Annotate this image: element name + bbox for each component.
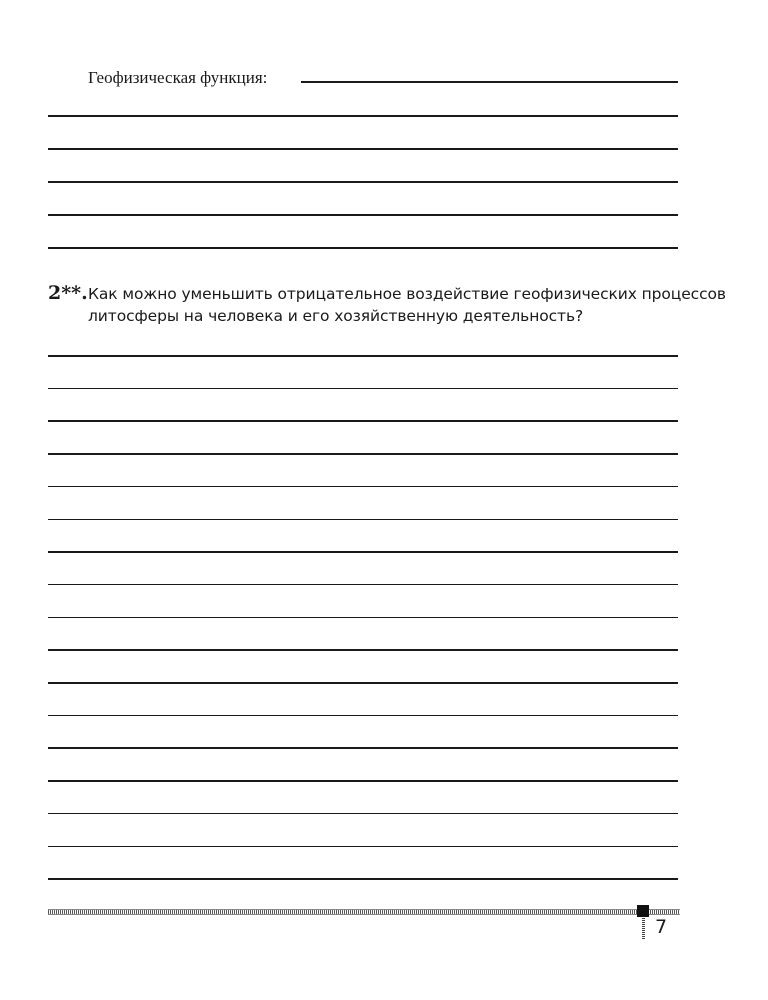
answer-line[interactable] — [48, 715, 678, 717]
footer-dotted-bar — [48, 909, 680, 915]
question-text-line-1: Как можно уменьшить отрицательное воздействие геофизических процессов — [88, 285, 726, 303]
geophysical-function-answer-line[interactable] — [301, 81, 678, 83]
answer-line[interactable] — [48, 214, 678, 216]
page-number: 7 — [655, 916, 668, 938]
answer-line[interactable] — [48, 453, 678, 455]
page-marker-post — [642, 917, 645, 939]
answer-line[interactable] — [48, 388, 678, 390]
answer-line[interactable] — [48, 747, 678, 749]
answer-line[interactable] — [48, 181, 678, 183]
answer-line[interactable] — [48, 649, 678, 651]
answer-line[interactable] — [48, 148, 678, 150]
answer-line[interactable] — [48, 420, 678, 422]
geophysical-function-label: Геофизическая функция: — [88, 68, 268, 87]
answer-line[interactable] — [48, 519, 678, 521]
answer-line[interactable] — [48, 247, 678, 249]
answer-line[interactable] — [48, 486, 678, 488]
question-text — [88, 283, 726, 327]
question-text-line-2: литосферы на человека и его хозяйственную деятельность? — [88, 307, 584, 325]
page-marker-square — [637, 905, 649, 917]
answer-line[interactable] — [48, 617, 678, 619]
answer-line[interactable] — [48, 682, 678, 684]
answer-line[interactable] — [48, 115, 678, 117]
geophysical-function-row — [88, 68, 678, 88]
answer-line[interactable] — [48, 355, 678, 357]
answer-line[interactable] — [48, 813, 678, 815]
answer-line[interactable] — [48, 584, 678, 586]
answer-line[interactable] — [48, 878, 678, 880]
answer-line[interactable] — [48, 846, 678, 848]
question-number: 2**. — [48, 282, 88, 304]
answer-line[interactable] — [48, 780, 678, 782]
answer-line[interactable] — [48, 551, 678, 553]
